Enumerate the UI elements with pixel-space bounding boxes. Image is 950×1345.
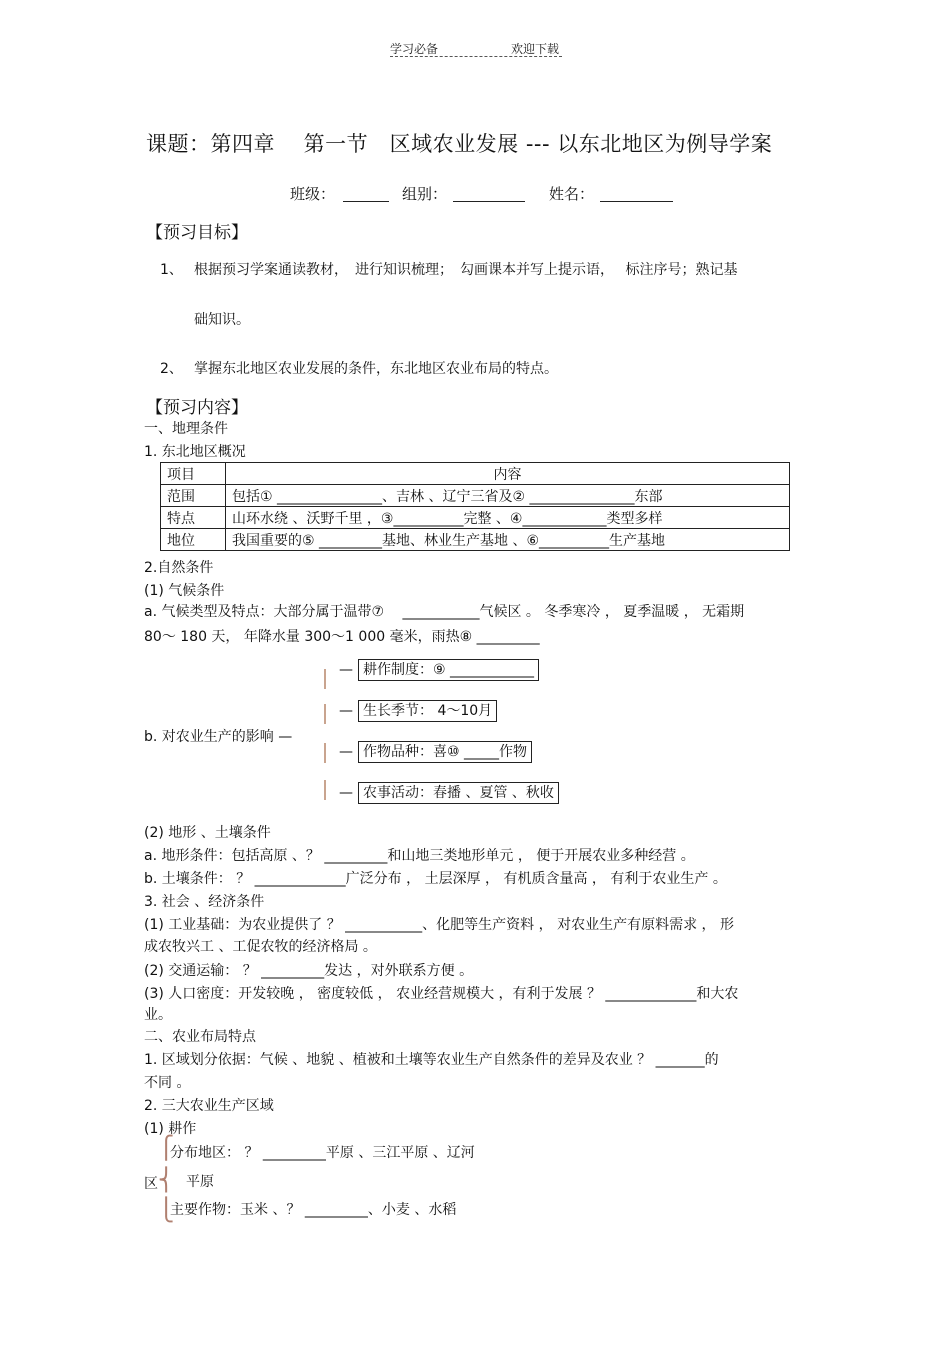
- sub-1-heading: 1. 东北地区概况: [144, 444, 246, 460]
- goal-1-text: 根据预习学案通读教材， 进行知识梳理； 勾画课本并写上提示语， 标注序号；熟记基: [194, 262, 738, 278]
- brace-bottom: ⎩: [158, 1198, 175, 1223]
- name-blank: [600, 201, 673, 202]
- class-label: 班级：: [290, 185, 336, 203]
- group-label: 组别：: [402, 185, 448, 203]
- group-blank: [453, 201, 525, 202]
- farming-zone-heading: (1) 耕作: [144, 1121, 197, 1137]
- table-cell-value: 山环水绕 、沃野千里 ，③__________完整 、④____________类型多样: [226, 507, 790, 529]
- layout-2-heading: 2. 三大农业生产区域: [144, 1098, 274, 1114]
- overview-table: [160, 462, 790, 551]
- table-row: [161, 507, 790, 529]
- farming-crops: 主要作物：玉米 、？ _________、小麦 、水稻: [170, 1202, 457, 1218]
- economy-2: (2) 交通运输： ？ _________发达 ，对外联系方便 。: [144, 963, 474, 979]
- bracket-mark: [324, 669, 326, 689]
- header-divider: [390, 56, 562, 57]
- economy-1-line-2: 成农牧兴工 、工促农牧的经济格局 。: [144, 939, 377, 955]
- farming-zone-qu: 区: [144, 1176, 158, 1192]
- table-row: [161, 485, 790, 507]
- part-2-heading: 二、农业布局特点: [144, 1029, 256, 1045]
- goal-1-continued: 础知识。: [194, 312, 250, 328]
- name-label: 姓名：: [549, 185, 595, 203]
- farming-system-box: 耕作制度：⑨ ____________: [358, 659, 539, 681]
- bracket-mark: [324, 704, 326, 724]
- brace-top: ⎧: [158, 1136, 175, 1161]
- farming-area-line-2: 平原: [186, 1174, 214, 1190]
- layout-1-line-2: 不同 。: [144, 1075, 191, 1091]
- table-cell-label: 地位: [161, 529, 226, 551]
- economy-1-line-1: (1) 工业基础：为农业提供了 ？ ___________、化肥等生产资料 ， 对农业生产有原料需求 ， 形: [144, 917, 734, 933]
- sub-2-heading: 2.自然条件: [144, 560, 214, 576]
- growing-season-box: 生长季节： 4～10月: [358, 700, 497, 722]
- layout-1-line-1: 1. 区域划分依据：气候 、地貌 、植被和土壤等农业生产自然条件的差异及农业 ？ _______的: [144, 1052, 719, 1068]
- terrain-heading: (2) 地形 、土壤条件: [144, 825, 271, 841]
- crop-variety-box: 作物品种：喜⑩ _____作物: [358, 741, 532, 763]
- table-cell-value: 我国重要的⑤ _________基地、林业生产基地 、⑥__________生产基地: [226, 529, 790, 551]
- sub-3-heading: 3. 社会 、经济条件: [144, 894, 265, 910]
- table-header-row: [161, 463, 790, 485]
- table-cell-value: 包括① _______________、吉林 、辽宁三省及② _______________东部: [226, 485, 790, 507]
- table-cell-label: 范围: [161, 485, 226, 507]
- dash-mark: —: [339, 785, 353, 801]
- climate-a-line-2: 80～ 180 天， 年降水量 300～1 000 毫米，雨热⑧ _________: [144, 629, 540, 645]
- goal-2-number: 2、: [160, 361, 183, 377]
- table-header-item: 项目: [161, 463, 226, 485]
- part-1-heading: 一、地理条件: [144, 421, 228, 437]
- bracket-mark: [324, 743, 326, 763]
- page-title: 课题：第四章 第一节 区域农业发展 --- 以东北地区为例导学案: [146, 132, 773, 156]
- table-cell-label: 特点: [161, 507, 226, 529]
- farm-activity-box: 农事活动：春播 、夏管 、秋收: [358, 782, 559, 804]
- climate-heading: (1) 气候条件: [144, 583, 225, 599]
- climate-a-line-1: a. 气候类型及特点：大部分属于温带⑦ ___________气候区 。 冬季寒冷 ， 夏季温暖 ， 无霜期: [144, 604, 745, 620]
- goal-2-text: 掌握东北地区农业发展的条件，东北地区农业布局的特点。: [194, 361, 558, 377]
- table-header-content: 内容: [226, 463, 790, 485]
- farming-area-line-1: 分布地区： ？ _________平原 、三江平原 、辽河: [170, 1145, 475, 1161]
- economy-3-line-2: 业。: [144, 1007, 172, 1023]
- content-heading: 【预习内容】: [146, 398, 248, 418]
- terrain-b: b. 土壤条件： ？ _____________广泛分布 ， 土层深厚 ， 有机质含量高 ， 有利于农业生产 。: [144, 871, 727, 887]
- dash-mark: —: [339, 662, 353, 678]
- impact-label: b. 对农业生产的影响 —: [144, 729, 293, 745]
- goals-heading: 【预习目标】: [146, 223, 248, 243]
- bracket-mark: [324, 780, 326, 800]
- economy-3-line-1: (3) 人口密度：开发较晚 ， 密度较低 ， 农业经营规模大 ，有利于发展 ？ _____________和大农: [144, 986, 739, 1002]
- goal-1-number: 1、: [160, 262, 183, 278]
- header-right: 欢迎下载: [511, 42, 560, 56]
- dash-mark: —: [339, 744, 353, 760]
- class-blank: [343, 201, 389, 202]
- brace-middle: ⎨: [158, 1168, 175, 1193]
- terrain-a: a. 地形条件：包括高原 、？ _________和山地三类地形单元 ， 便于开展农业多种经营 。: [144, 848, 695, 864]
- dash-mark: —: [339, 703, 353, 719]
- table-row: [161, 529, 790, 551]
- header-left: 学习必备: [390, 42, 439, 56]
